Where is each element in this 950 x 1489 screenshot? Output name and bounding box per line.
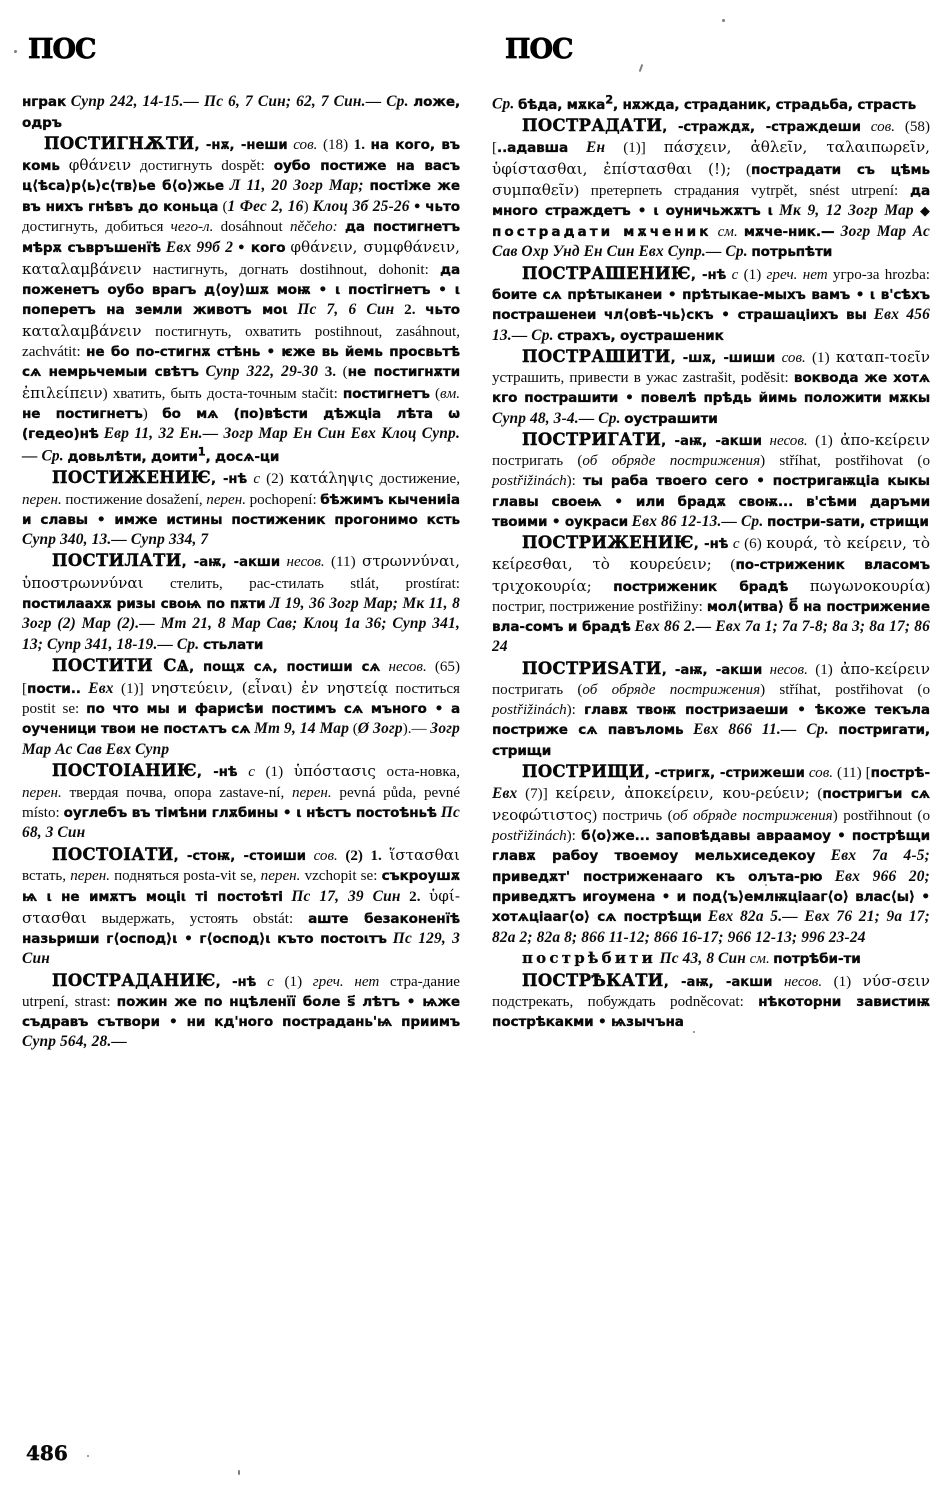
entry-postrasiti: ПОСТРАШИТИ, -шѫ, -шиши сов. (1) καταπ-τοεῖν устрашить, привести в ужас zastrašit, poděsit: воквода же хотѧ кго пострашити • повелѣ прѣдь йимь положити мѫкы Супр 48, 3-4.— Ср. оустрашити: [492, 347, 931, 427]
running-head-left: ПОС: [28, 34, 96, 65]
entry-postrizenie: ПОСТРИЖЕНИѤ, -нѣ с (6) κουρά, τὸ κείρειν, τὸ κείρεσθαι, τὸ κουρεύειν; (по-стриженик власомъ τριχοκουρία; постриженик брадѣ πωγωνοκουρία) постриг, пострижение postřižiny: мол⟨итва⟩ б҃ на пострижение вла-сомъ и брадѣ Евх 86 2.— Евх 7а 1; 7а 7-8; 8а 3; 8а 17; 86 24: [492, 533, 931, 656]
entry-postrigati: ПОСТРИГАТИ, -аѭ, -акши несов. (1) ἀπο-κείρειν постригать (об обряде пострижения) stříhat, postřihovat (o postřižinách): ты раба твоего сего • постригаѭціа кыкы главы своеѩ • или брадѫ своѭ... в'сѣми даръми твоими • оукраси Евх 86 12-13.— Ср. постри-ѕати, стрищи: [492, 430, 931, 530]
scan-speck: [722, 19, 725, 22]
column-left: [22, 92, 460, 1053]
page-number: 486: [26, 1441, 68, 1465]
scan-speck: [87, 1455, 89, 1457]
entry-continuation-sr-beda: Ср. бѣда, мѫка$^2$, нѫжда, страданик, страдьба, страсть: [492, 92, 917, 113]
column-right: [492, 92, 930, 1053]
entry-postoianie: ПОСТОІАНИѤ, -нѣ с (1) ὑπόστασις оста-новка, перен. твердая почва, опора zastave-ní, перен. pevná půda, pevné místo: оуглебъ въ тімѣни глѫбины • ι нѣстъ постоѣньѣ Пс 68, 3 Син: [22, 761, 461, 842]
running-head-row: [0, 34, 950, 74]
entry-postilati: ПОСТИЛАТИ, -аѭ, -акши несов. (11) στρωννύναι, ὑποστρωννύναι стелить, рас-стилать stlát, prostírat: постилаахѫ ризы своѩ по пѫти Л 19, 36 Зогр Мар; Мк 11, 8 Зогр (2) Мар (2).— Мт 21, 8 Мар Сав; Клоц 1а 36; Супр 341, 13; Супр 341, 18-19.— Ср. стьлати: [22, 551, 461, 653]
entry-postrebiti: пострѣбити Пс 43, 8 Син см. потрѣби-ти: [522, 949, 861, 968]
entry-postoiati: ПОСТОІАТИ, -стоѭ, -стоиши сов. (2) 1. ἵστασθαι встать, перен. подняться posta-vit se, перен. vzchopit se: съкроушѫ ѩ ι не имѫтъ моціι ті постоѣті Пс 17, 39 Син 2. ὑφί-στασθαι выдержать, устоять obstát: аште безаконенїѣ назьриши г⟨оспод⟩ι • г⟨оспод⟩ι къто постоιтъ Пс 129, 3 Син: [22, 844, 461, 968]
entry-postradanie: ПОСТРАДАНИѤ, -нѣ с (1) греч. нет стра-дание utrpení, strast: пожин же по нцѣленїї боле ѕ҃ лѣтъ • ѩже съдравъ сътвори • ни кд'ного пострадань'ѩ приимъ Супр 564, 28.—: [22, 970, 461, 1051]
entry-postrizati: ПОСТРИЅАТИ, -аѭ, -акши несов. (1) ἀπο-κείρειν постригать (об обряде пострижения) stříhat, postřihovat (o postřižinách): главѫ твоѭ постризаеши • ѣкоже текъла постриже сѧ павъломь Евх 866 11.— Ср. постригати, стрищи: [492, 658, 930, 759]
entry-continuation-igrak: нграк Супр 242, 14-15.— Пс 6, 7 Син; 62, 7 Син.— Ср. ложе, одръ: [22, 93, 461, 131]
entry-postiti-sa: ПОСТИТИ СѦ, пощѫ сѧ, постиши сѧ несов. (65) [пости.. Евх (1)] νηστεύειν, (εἶναι) ἐν νηστείᾳ поститься postit se: по что мы и фарисѣи постимъ сѧ мъного • а оученици твои не постѧтъ сѧ Мт 9, 14 Мар (Ø Зогр).— Зогр Мар Ас Сав Евх Супр: [22, 656, 461, 758]
entry-postradati: ПОСТРАДАТИ, -страждѫ, -страждеши сов. (58) [..адавша Ен (1)] πάσχειν, ἀθλεῖν, ταλαιπωρεῖν, ὑφίστασθαι, ἐπίστασθαι (!); (пострадати съ цѣмь συμπαθεῖν) претерпеть страдания vytrpět, snést utrpení: да много страждетъ • ι оуничьжѫтъ ι Мк 9, 12 Зогр Мар ◆ пострадати мѫченик см. мѫче-ник.— Зогр Мар Ас Сав Охр Унд Ен Син Евх Супр.— Ср. потрьпѣти: [492, 115, 930, 263]
entry-postristi: ПОСТРИЩИ, -стригѫ, -стрижеши сов. (11) [пострѣ- Евх (7)] κείρειν, ἀποκείρειν, κου-ρεύειν; (постригъи сѧ νεοφώτιστος) постричь (об обряде пострижения) postřihnout (o postřižinách): б⟨о⟩же... заповѣдавы авраамоу • пострѣщи главѫ рабоу твоемоу мельхиседекоу Евх 7а 4-5; приведѫт' постриженааго къ олъта-рю Евх 966 20; приведѫтъ игоумена • и под⟨ъ⟩емлѭціааг⟨о⟩ влас⟨ы⟩ • хотѧціааг⟨о⟩ сѧ пострѣщи Евх 82а 5.— Евх 76 21; 9а 17; 82а 2; 82а 8; 866 11-12; 866 16-17; 966 12-13; 996 23-24: [492, 762, 931, 946]
entry-postignati: ПОСТИГНѪТИ, -нѫ, -неши сов. (18) 1. на кого, въ комь φθάνειν достигнуть dospět: оубо постиже на васъ ц⟨ѣса⟩р⟨ь⟩с⟨тв⟩ье б⟨о⟩жье Л 11, 20 Зогр Мар; постіже же въ нихъ гнѣвъ до коньца (1 Фес 2, 16) Клоц 3б 25-26 ● чьто достигнуть, добиться чего-л. dosáhnout něčeho: да постигнетъ мѣрѫ съвръшенїѣ Евх 99б 2 ● кого φθάνειν, συμφθάνειν, καταλαμβάνειν настигнуть, догнать dostihnout, dohonit: да поженетъ оубо врагъ д⟨оу⟩шѫ моѭ • ι постігнетъ • ι поперетъ на земли животъ моι Пс 7, 6 Син 2. чьто καταλαμβάνειν постигнуть, охватить postihnout, zasáhnout, zachvátit: не бо по-стигнѫ стѣнь • ѥже вь йемь просвьтѣ сѧ немрьчемыи свѣтъ Супр 322, 29-30 3. (не постигнѫти ἐπιλείπειν) хватить, быть доста-точным stačit: постигнетъ (вм. не постигнетъ) бо мѧ (по)вѣсти дѣжціа лѣта ѡ (гедео)нѣ Евр 11, 32 Ен.— Зогр Мар Ен Син Евх Клоц Супр.— Ср. довьлѣти, доити$^1$, досѧ-ци: [22, 133, 460, 468]
scan-speck: [238, 1470, 240, 1475]
running-head-right: ПОС: [505, 34, 573, 65]
two-column-body: [22, 92, 930, 1053]
entry-postrekati: ПОСТРѢКАТИ, -аѭ, -акши несов. (1) νύσ-σειν подстрекать, побуждать podněcovat: нѣкоторни завистиѭ пострѣкакми • ѩзычъна: [492, 971, 931, 1031]
entry-postrasenie: ПОСТРАШЕНИѤ, -нѣ с (1) греч. нет угро-за hrozba: боите сѧ прѣтыканеи • прѣтыкае-мыхъ вамъ • ι в'сѣхъ пострашенеи чл⟨овѣ-чь⟩скъ • страшаціихъ вы Евх 456 13.— Ср. страхъ, оустрашеник: [492, 263, 931, 344]
entry-postizenie: ПОСТИЖЕНИѤ, -нѣ с (2) κατάληψις достижение, перен. постижение dosažení, перен. pochopení: бѣжимъ кычениіа и славы • имже истины постиженик прогонимо ксть Супр 340, 13.— Супр 334, 7: [22, 468, 460, 548]
